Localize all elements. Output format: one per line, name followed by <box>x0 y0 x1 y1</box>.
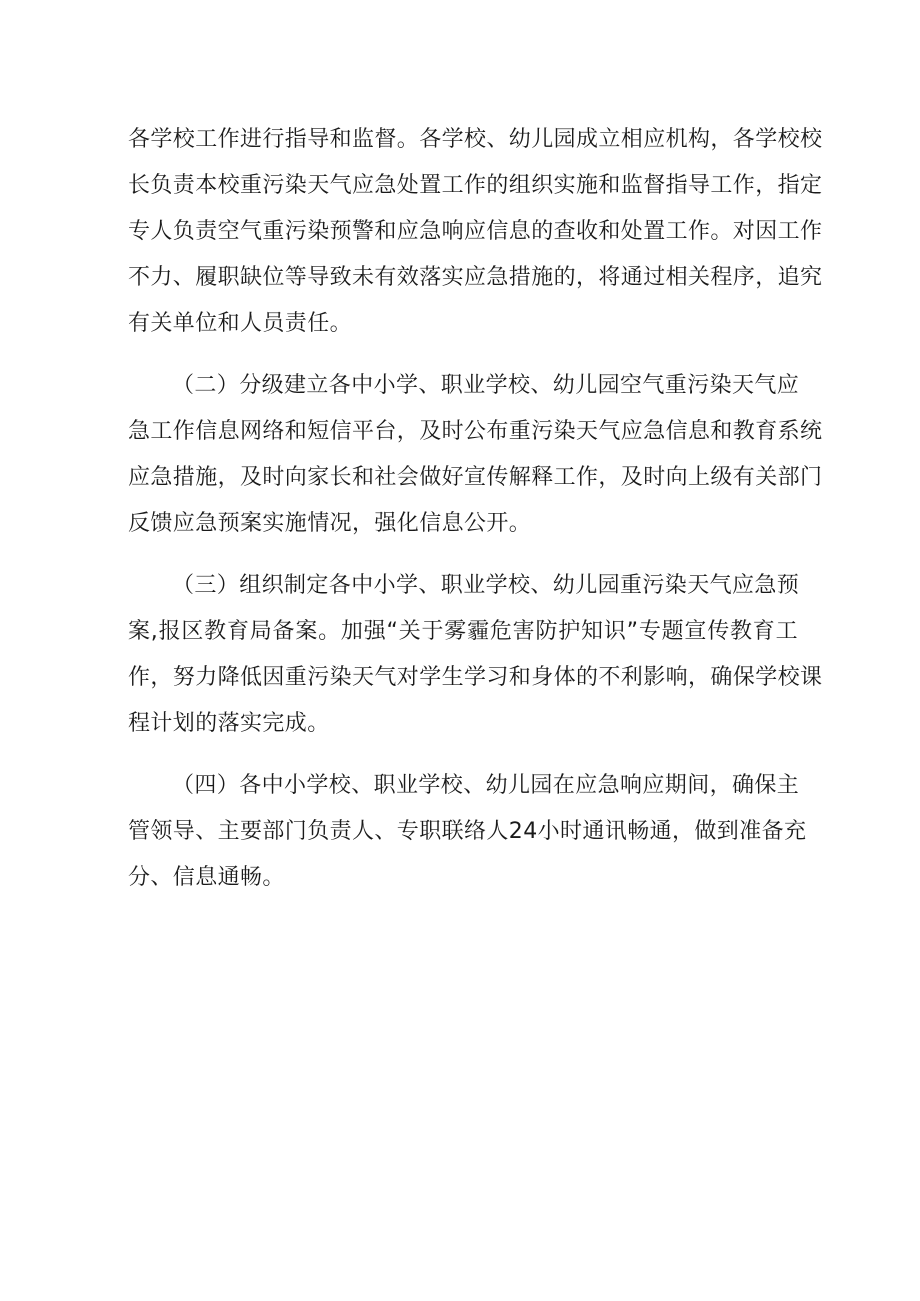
text-line: 不力、履职缺位等导致未有效落实应急措施的，将通过相关程序，追究 <box>128 265 823 290</box>
document-body <box>128 117 823 901</box>
text-line: 反馈应急预案实施情况，强化信息公开。 <box>128 511 532 536</box>
text-line: 有关单位和人员责任。 <box>128 311 353 336</box>
paragraph-section-4 <box>128 763 807 901</box>
paragraph-duties <box>128 117 823 347</box>
text-line: 分、信息通畅。 <box>128 865 285 890</box>
text-line: 急工作信息网络和短信平台，及时公布重污染天气应急信息和教育系统 <box>128 419 823 444</box>
text-line: （三）组织制定各中小学、职业学校、幼儿园重污染天气应急预 <box>172 573 800 598</box>
text-line: 应急措施，及时向家长和社会做好宣传解释工作，及时向上级有关部门 <box>128 465 823 490</box>
text-line: （四）各中小学校、职业学校、幼儿园在应急响应期间，确保主 <box>172 773 800 798</box>
text-line: 案,报区教育局备案。加强“关于雾霾危害防护知识”专题宣传教育工 <box>128 619 798 644</box>
text-line: 各学校工作进行指导和监督。各学校、幼儿园成立相应机构，各学校校 <box>128 127 823 152</box>
text-line: 专人负责空气重污染预警和应急响应信息的查收和处置工作。对因工作 <box>128 219 823 244</box>
text-line: 作，努力降低因重污染天气对学生学习和身体的不利影响，确保学校课 <box>128 665 823 690</box>
paragraph-section-3 <box>128 563 823 747</box>
paragraph-section-2 <box>128 363 823 547</box>
text-line: 长负责本校重污染天气应急处置工作的组织实施和监督指导工作，指定 <box>128 173 823 198</box>
text-line: （二）分级建立各中小学、职业学校、幼儿园空气重污染天气应 <box>172 373 800 398</box>
text-line: 程计划的落实完成。 <box>128 711 330 736</box>
text-line: 管领导、主要部门负责人、专职联络人24小时通讯畅通，做到准备充 <box>128 819 807 844</box>
